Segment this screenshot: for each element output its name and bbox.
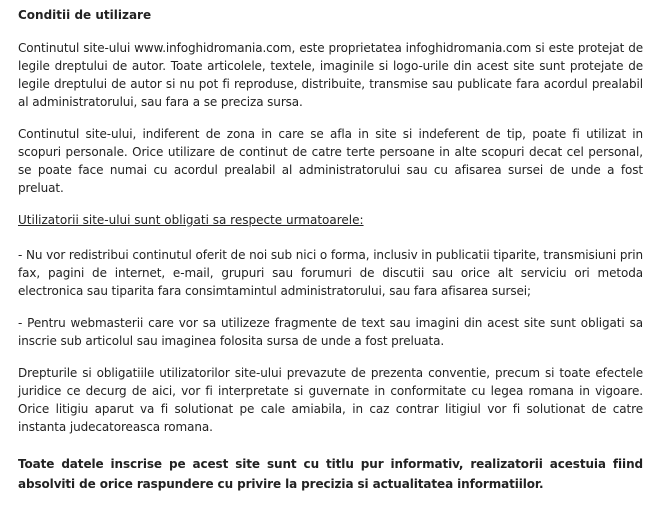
obligations-heading: Utilizatorii site-ului sunt obligati sa respecte urmatoarele: [18, 213, 364, 227]
obligation-item-redistribution: - Nu vor redistribui continutul oferit de noi sub nici o forma, inclusiv in publicatii tiparite, transmisiuni prin fax, pagini de internet, e-mail, grupuri sau forumuri de discutii sau orice alt serviciu ori metoda electronica sau tiparita fara consimtamintul administratorului, sau fara afisarea sursei; [18, 248, 643, 298]
rights-paragraph: Drepturile si obligatiile utilizatorilor site-ului prevazute de prezenta conventie, precum si toate efectele juridice ce decurg de aici, vor fi interpretate si guvernate in conformitate cu legea romana in vigoare. Orice litigiu aparut va fi solutionat pe cale amiabila, in caz contrar litigiul vor fi solutionat de catre instanta judecatoreasca romana. [18, 366, 643, 434]
usage-paragraph: Continutul site-ului, indiferent de zona in care se afla in site si indeferent de tip, poate fi utilizat in scopuri personale. Orice utilizare de continut de catre terte persoane in alte scopuri decat cel personal, se poate face numai cu acordul prealabil al administratorului sau cu afisarea sursei de unde a fost preluat. [18, 127, 643, 195]
page-title: Conditii de utilizare [18, 8, 152, 22]
disclaimer-paragraph: Toate datele inscrise pe acest site sunt cu titlu pur informativ, realizatorii acestuia fiind absolviti de orice raspundere cu privire la precizia si actualitatea informatiilor. [18, 457, 643, 491]
obligation-item-webmasters: - Pentru webmasterii care vor sa utilizeze fragmente de text sau imagini din acest site sunt obligati sa inscrie sub articolul sau imaginea folosita sursa de unde a fost preluata. [18, 316, 643, 348]
copyright-paragraph: Continutul site-ului www.infoghidromania.com, este proprietatea infoghidromania.com si este protejat de legile dreptului de autor. Toate articolele, textele, imaginile si logo-urile din acest site sunt protejate de legile dreptului de autor si nu pot fi reproduse, distribuite, transmise sau publicate fara acordul prealabil al administratorului, sau fara a se preciza sursa. [18, 41, 643, 109]
